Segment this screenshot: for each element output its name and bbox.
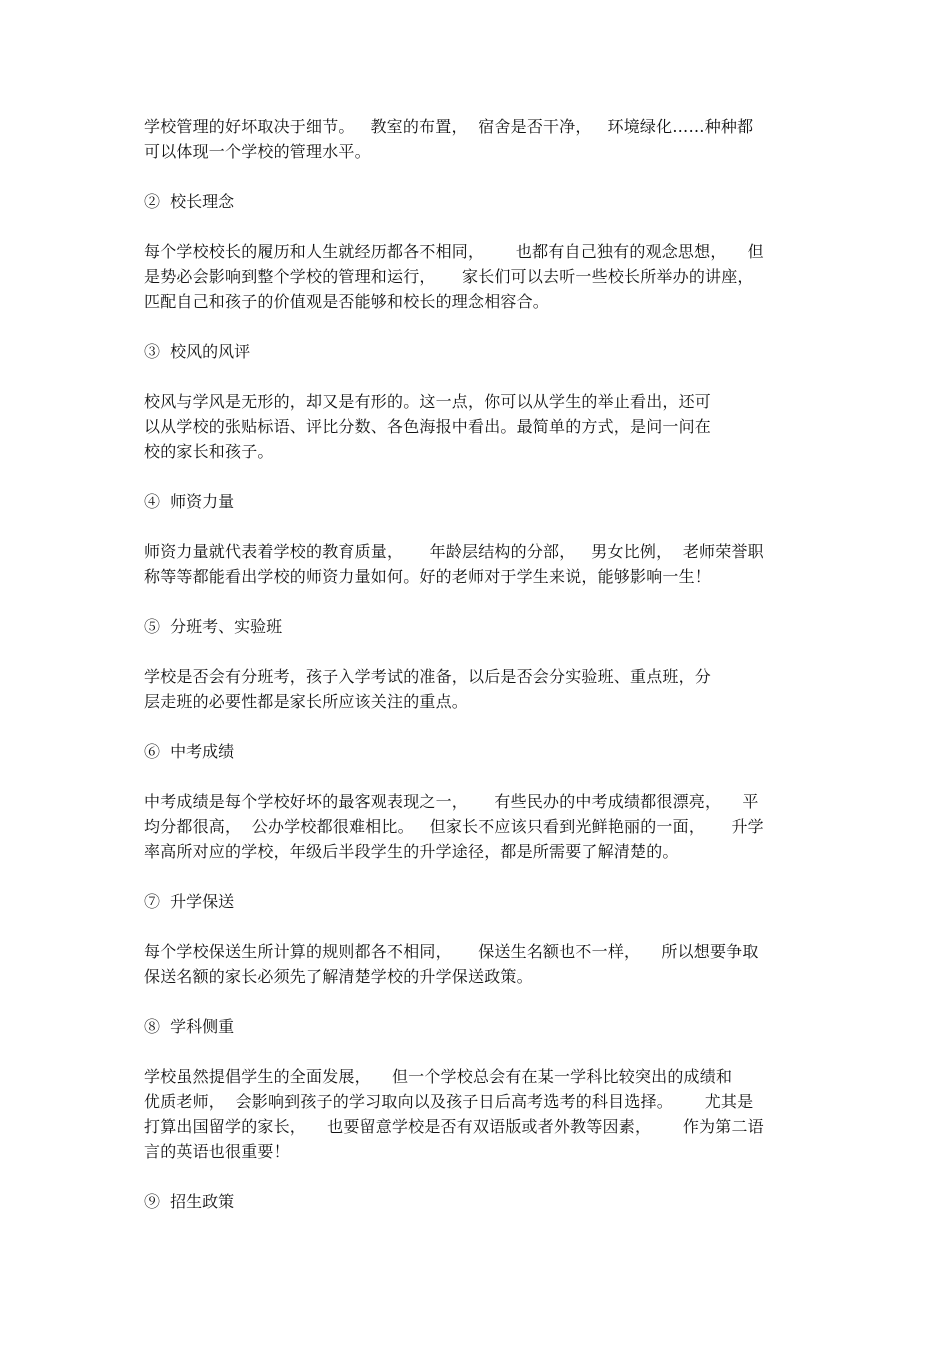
paragraph-line: 是势必会影响到整个学校的管理和运行， 家长们可以去听一些校长所举办的讲座， — [144, 267, 754, 286]
section-paragraph — [144, 664, 806, 714]
paragraph-line: 称等等都能看出学校的师资力量如何。好的老师对于学生来说，能够影响一生！ — [144, 567, 712, 586]
paragraph-line: 校风与学风是无形的，却又是有形的。这一点，你可以从学生的举止看出，还可 — [144, 392, 712, 411]
section-paragraph — [144, 939, 806, 989]
paragraph-line: 言的英语也很重要！ — [144, 1142, 290, 1161]
paragraph-line: 率高所对应的学校，年级后半段学生的升学途径，都是所需要了解清楚的。 — [144, 842, 679, 861]
paragraph-line: 师资力量就代表着学校的教育质量， 年龄层结构的分部， 男女比例， 老师荣誉职 — [144, 542, 764, 561]
section-heading: ③ 校风的风评 — [144, 342, 251, 361]
intro-paragraph — [144, 114, 806, 164]
section-heading: ④ 师资力量 — [144, 492, 235, 511]
section-heading: ⑤ 分班考、实验班 — [144, 617, 283, 636]
paragraph-line: 打算出国留学的家长， 也要留意学校是否有双语版或者外教等因素， 作为第二语 — [144, 1117, 764, 1136]
paragraph-line: 学校虽然提倡学生的全面发展， 但一个学校总会有在某一学科比较突出的成绩和 — [144, 1067, 733, 1086]
section-heading: ② 校长理念 — [144, 192, 235, 211]
document-page — [144, 114, 806, 1214]
section-paragraph — [144, 539, 806, 589]
paragraph-line: 学校管理的好坏取决于细节。 教室的布置， 宿舍是否干净， 环境绿化……种种都 — [144, 117, 754, 136]
section-paragraph — [144, 789, 806, 864]
section-heading: ⑧ 学科侧重 — [144, 1017, 235, 1036]
section-heading: ⑦ 升学保送 — [144, 892, 235, 911]
paragraph-line: 层走班的必要性都是家长所应该关注的重点。 — [144, 692, 469, 711]
paragraph-line: 每个学校校长的履历和人生就经历都各不相同， 也都有自己独有的观念思想， 但 — [144, 242, 764, 261]
paragraph-line: 校的家长和孩子。 — [144, 442, 274, 461]
paragraph-line: 均分都很高， 公办学校都很难相比。 但家长不应该只看到光鲜艳丽的一面， 升学 — [144, 817, 764, 836]
paragraph-line: 中考成绩是每个学校好坏的最客观表现之一， 有些民办的中考成绩都很漂亮， 平 — [144, 792, 759, 811]
paragraph-line: 每个学校保送生所计算的规则都各不相同， 保送生名额也不一样， 所以想要争取 — [144, 942, 759, 961]
section-heading: ⑥ 中考成绩 — [144, 742, 235, 761]
paragraph-line: 保送名额的家长必须先了解清楚学校的升学保送政策。 — [144, 967, 533, 986]
section-heading: ⑨ 招生政策 — [144, 1192, 235, 1211]
paragraph-line: 优质老师， 会影响到孩子的学习取向以及孩子日后高考选考的科目选择。 尤其是 — [144, 1092, 754, 1111]
paragraph-line: 以从学校的张贴标语、评比分数、各色海报中看出。最简单的方式，是问一问在 — [144, 417, 712, 436]
section-paragraph — [144, 389, 806, 464]
section-paragraph — [144, 1064, 806, 1164]
paragraph-line: 匹配自己和孩子的价值观是否能够和校长的理念相容合。 — [144, 292, 550, 311]
section-paragraph — [144, 239, 806, 314]
paragraph-line: 可以体现一个学校的管理水平。 — [144, 142, 371, 161]
paragraph-line: 学校是否会有分班考，孩子入学考试的准备，以后是否会分实验班、重点班，分 — [144, 667, 712, 686]
